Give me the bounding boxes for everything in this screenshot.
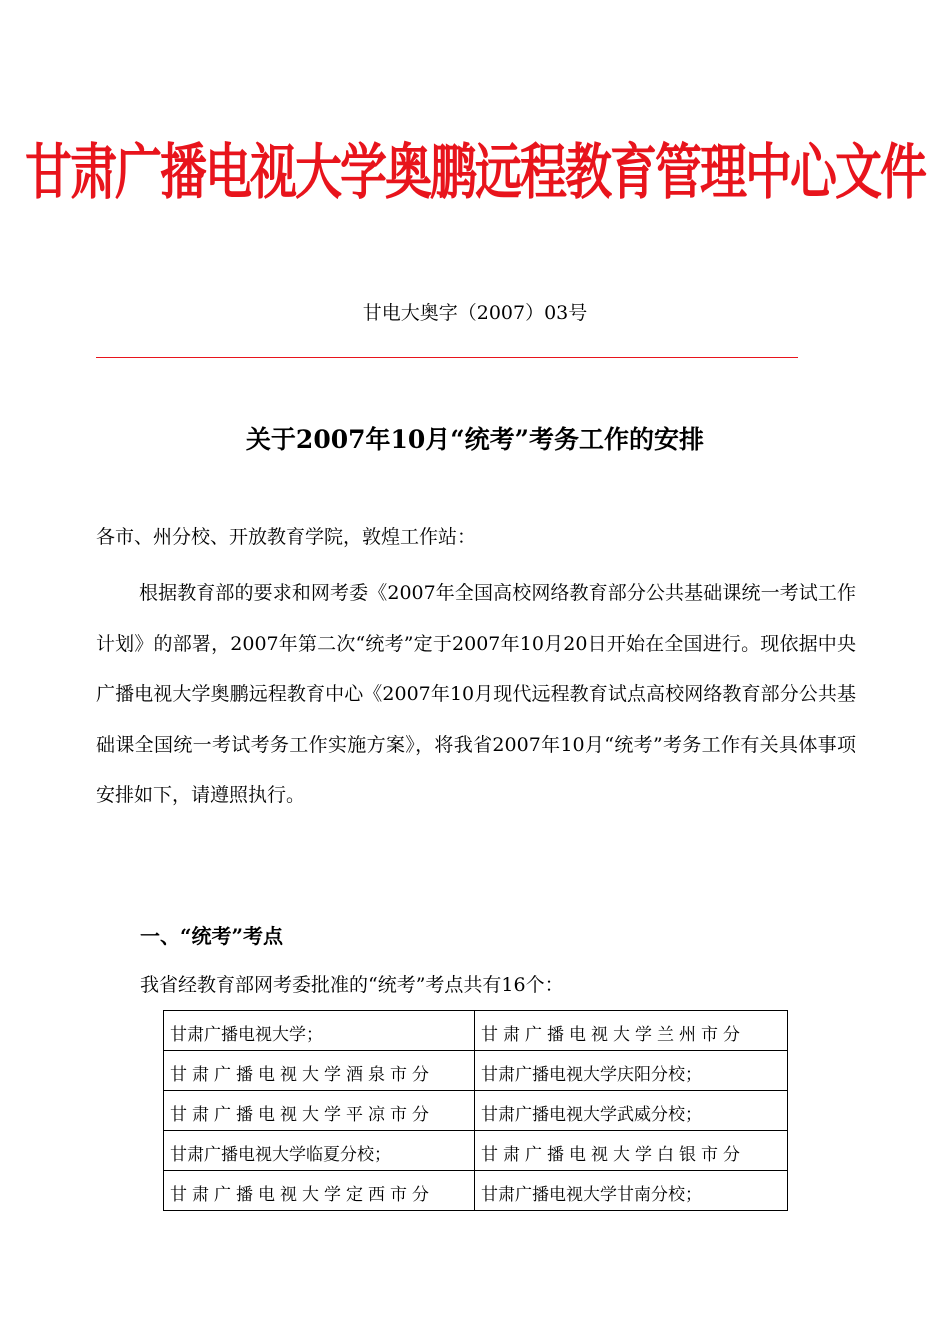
body-paragraph: 根据教育部的要求和网考委《2007年全国高校网络教育部分公共基础课统一考试工作计划》的部署，2007年第二次“统考”定于2007年10月20日开始在全国进行。现依据中央广播电视大学奥鹏远程教育中心《2007年10月现代远程教育试点高校网络教育部分公共基础课全国统一考试考务工作实施方案》，将我省2007年10月“统考”考务工作有关具体事项安排如下，请遵照执行。 [96, 582, 856, 806]
table-cell: 甘肃广播电视大学； [164, 1011, 475, 1051]
table-cell: 甘肃广播电视大学定西市分 [164, 1171, 475, 1211]
table-cell: 甘肃广播电视大学临夏分校； [164, 1131, 475, 1171]
table-row [164, 1091, 788, 1131]
table-cell: 甘肃广播电视大学酒泉市分 [164, 1051, 475, 1091]
salutation: 各市、州分校、开放教育学院，敦煌工作站： [96, 526, 477, 548]
red-divider [96, 357, 798, 358]
header-org-title: 甘肃广播电视大学奥鹏远程教育管理中心文件 [25, 137, 925, 209]
table-cell: 甘肃广播电视大学平凉市分 [164, 1091, 475, 1131]
section-1-heading: 一、“统考”考点 [140, 924, 284, 948]
table-row [164, 1051, 788, 1091]
table-cell: 甘肃广播电视大学甘南分校； [475, 1171, 788, 1211]
exam-sites-table [163, 1010, 788, 1211]
table-cell: 甘肃广播电视大学武威分校； [475, 1091, 788, 1131]
document-title: 关于2007年10月“统考”考务工作的安排 [245, 425, 705, 454]
table-row [164, 1171, 788, 1211]
section-1-intro: 我省经教育部网考委批准的“统考”考点共有16个： [140, 974, 564, 996]
table-cell: 甘肃广播电视大学白银市分 [475, 1131, 788, 1171]
table-row [164, 1131, 788, 1171]
document-number: 甘电大奥字（2007）03号 [362, 302, 588, 324]
table-cell: 甘肃广播电视大学庆阳分校； [475, 1051, 788, 1091]
table-row [164, 1011, 788, 1051]
table-cell: 甘肃广播电视大学兰州市分 [475, 1011, 788, 1051]
